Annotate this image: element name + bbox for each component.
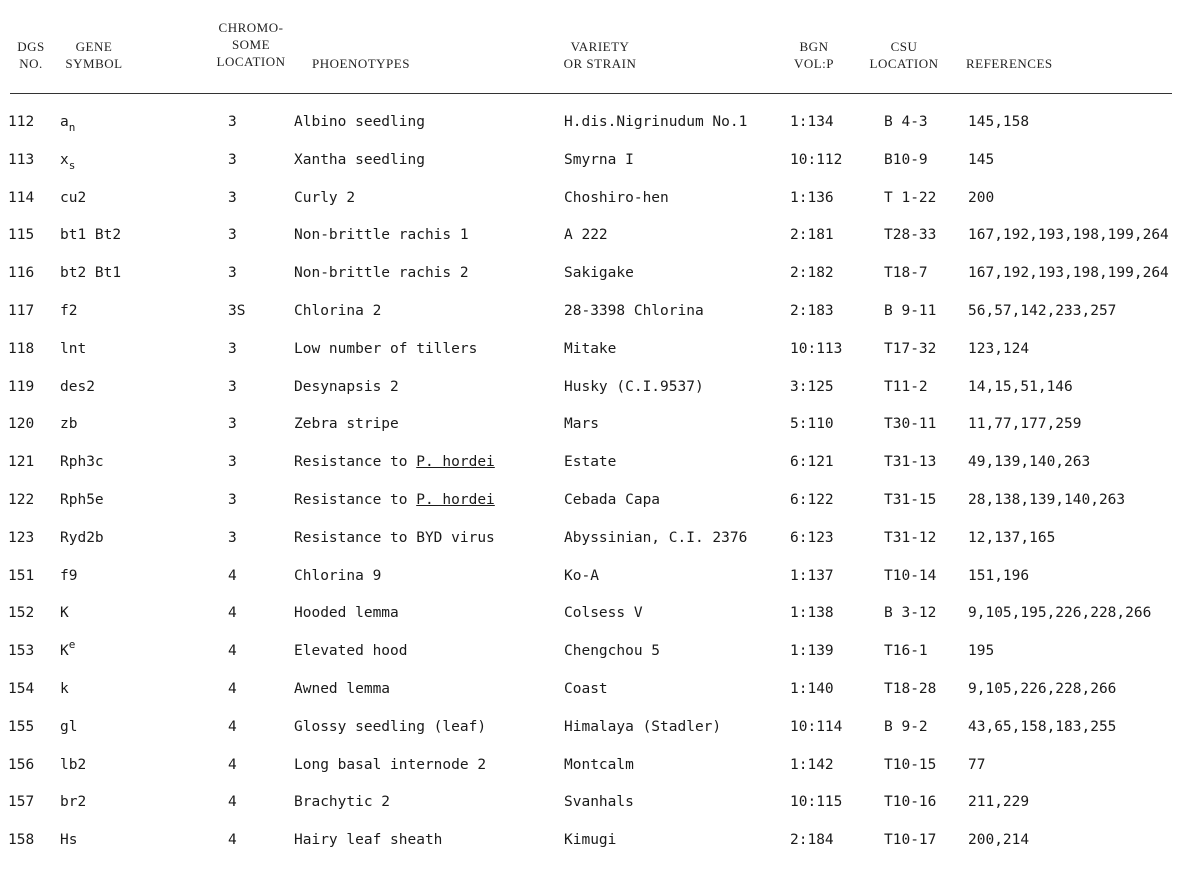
bgn-volume-page: 3:125	[790, 378, 834, 395]
phenotype	[294, 179, 355, 217]
dgs-number: 152	[8, 605, 35, 622]
csu-location: T 1-22	[884, 189, 937, 206]
table-row	[0, 557, 1200, 595]
gene-symbol	[60, 405, 77, 443]
bgn-volume-page: 6:122	[790, 492, 834, 508]
phenotype-text: Chlorina 9	[294, 567, 382, 584]
references: 200	[968, 189, 995, 206]
phenotype	[294, 708, 486, 746]
phenotype-text: Resistance to	[294, 492, 417, 508]
csu-location: T31-13	[884, 454, 937, 471]
header-phenotypes	[312, 55, 410, 72]
gene-symbol	[60, 708, 77, 746]
references: 167,192,193,198,199,264	[968, 227, 1169, 244]
gene-symbol-base: lb2	[60, 756, 87, 773]
table-row	[0, 519, 1200, 557]
header-gene-symbol-line2: SYMBOL	[65, 56, 123, 71]
chromosome-location: 4	[228, 794, 237, 811]
dgs-number: 157	[8, 794, 35, 811]
csu-location: T31-12	[884, 529, 937, 546]
bgn-volume-page: 1:139	[790, 643, 834, 660]
references: 167,192,193,198,199,264	[968, 265, 1169, 282]
csu-location: B 3-12	[884, 605, 937, 622]
chromosome-location: 4	[228, 718, 237, 735]
table-row	[0, 368, 1200, 406]
table-header	[0, 18, 1200, 78]
table-row	[0, 670, 1200, 708]
csu-location: T10-14	[884, 567, 937, 584]
header-dgs-no	[10, 38, 52, 72]
gene-symbol	[60, 519, 104, 557]
bgn-volume-page: 10:115	[790, 794, 843, 811]
gene-symbol-base: lnt	[60, 340, 87, 357]
chromosome-location: 3	[228, 492, 237, 508]
dgs-number: 153	[8, 643, 35, 660]
dgs-number: 121	[8, 454, 35, 471]
csu-location: T30-11	[884, 416, 937, 433]
phenotype	[294, 746, 486, 784]
gene-symbol	[60, 746, 86, 784]
chromosome-location: 4	[228, 756, 237, 773]
csu-location: T16-1	[884, 643, 928, 660]
bgn-volume-page: 10:112	[790, 151, 843, 168]
gene-symbol-base: gl	[60, 718, 78, 735]
phenotype	[294, 103, 425, 141]
chromosome-location: 3	[228, 378, 237, 395]
header-variety-or-strain	[552, 38, 648, 72]
gene-symbol-base: bt1 Bt2	[60, 227, 122, 244]
bgn-volume-page: 1:136	[790, 189, 834, 206]
dgs-number: 119	[8, 378, 35, 395]
dgs-number: 118	[8, 340, 35, 357]
gene-symbol	[60, 783, 86, 821]
phenotype	[294, 821, 442, 859]
gene-symbol-base: cu2	[60, 189, 87, 206]
gene-symbol	[60, 594, 69, 632]
references: 11,77,177,259	[968, 416, 1082, 433]
dgs-number: 112	[8, 114, 35, 130]
gene-symbol	[60, 670, 69, 708]
variety-or-strain: Kimugi	[564, 832, 617, 849]
phenotype-text: Resistance to	[294, 454, 417, 471]
gene-symbol	[60, 179, 86, 217]
chromosome-location: 4	[228, 681, 237, 697]
bgn-volume-page: 10:114	[790, 718, 843, 735]
variety-or-strain: Choshiro-hen	[564, 189, 669, 206]
bgn-volume-page: 1:137	[790, 567, 834, 584]
references: 123,124	[968, 340, 1030, 357]
references: 151,196	[968, 567, 1030, 584]
bgn-volume-page: 1:138	[790, 605, 834, 622]
csu-location: T10-16	[884, 794, 937, 811]
phenotype-text: Non-brittle rachis 2	[294, 265, 469, 282]
phenotype	[294, 330, 477, 368]
phenotype-text: Non-brittle rachis 1	[294, 227, 469, 244]
phenotype-text: Long basal internode 2	[294, 756, 487, 773]
chromosome-location: 3	[228, 114, 237, 130]
chromosome-location: 4	[228, 605, 237, 622]
phenotype-text: Resistance to BYD virus	[294, 529, 495, 546]
phenotype	[294, 141, 425, 179]
references: 145,158	[968, 114, 1030, 130]
gene-symbol	[60, 254, 121, 292]
references: 9,105,195,226,228,266	[968, 605, 1152, 622]
phenotype-text: Hooded lemma	[294, 605, 399, 622]
bgn-volume-page: 10:113	[790, 340, 843, 357]
references: 211,229	[968, 794, 1030, 811]
phenotype-text: Awned lemma	[294, 681, 391, 697]
gene-symbol	[60, 216, 121, 254]
phenotype-text: Hairy leaf sheath	[294, 832, 443, 849]
table-row	[0, 443, 1200, 481]
gene-symbol-base: zb	[60, 416, 78, 433]
variety-or-strain: H.dis.Nigrinudum No.1	[564, 114, 748, 130]
variety-or-strain: Coast	[564, 681, 608, 697]
bgn-volume-page: 1:134	[790, 114, 834, 130]
chromosome-location: 3	[228, 227, 237, 244]
phenotype-text: Desynapsis 2	[294, 378, 399, 395]
gene-symbol-base: k	[60, 681, 69, 697]
header-chromosome-line1: CHROMO-	[218, 20, 284, 35]
references: 77	[968, 756, 986, 773]
gene-symbol-base: a	[60, 114, 69, 130]
header-references	[966, 55, 1053, 72]
table-row	[0, 330, 1200, 368]
phenotype-text: Low number of tillers	[294, 340, 478, 357]
table-row	[0, 821, 1200, 859]
header-gene-symbol	[58, 38, 130, 72]
phenotype-text: Xantha seedling	[294, 151, 425, 168]
references: 145	[968, 151, 995, 168]
variety-or-strain: Estate	[564, 454, 617, 471]
phenotype	[294, 594, 399, 632]
dgs-number: 120	[8, 416, 35, 433]
variety-or-strain: Svanhals	[564, 794, 634, 811]
references: 12,137,165	[968, 529, 1056, 546]
header-references-line1: REFERENCES	[966, 56, 1053, 71]
table-row	[0, 783, 1200, 821]
header-bgn-vol	[782, 38, 846, 72]
gene-symbol	[60, 292, 77, 330]
bgn-volume-page: 1:140	[790, 681, 834, 697]
dgs-number: 154	[8, 681, 35, 697]
variety-or-strain: Mitake	[564, 340, 617, 357]
gene-symbol-subscript: n	[68, 121, 76, 134]
dgs-number: 151	[8, 567, 35, 584]
gene-symbol	[60, 557, 77, 595]
gene-symbol	[60, 481, 104, 519]
table-row	[0, 292, 1200, 330]
gene-symbol-base: Ryd2b	[60, 529, 104, 546]
gene-symbol-base: bt2 Bt1	[60, 265, 122, 282]
table-row	[0, 103, 1200, 141]
variety-or-strain: Himalaya (Stadler)	[564, 718, 722, 735]
chromosome-location: 3	[228, 416, 237, 433]
chromosome-location: 4	[228, 643, 237, 660]
csu-location: B 9-11	[884, 303, 937, 319]
header-chromosome-line2: SOME	[231, 37, 271, 52]
gene-symbol-base: K	[60, 605, 69, 622]
header-csu-location	[864, 38, 944, 72]
dgs-number: 155	[8, 718, 35, 735]
variety-or-strain: Smyrna I	[564, 151, 634, 168]
references: 28,138,139,140,263	[968, 492, 1126, 508]
variety-or-strain: Chengchou 5	[564, 643, 661, 660]
phenotype	[294, 481, 495, 519]
csu-location: T10-17	[884, 832, 937, 849]
phenotype	[294, 519, 495, 557]
header-divider	[10, 93, 1172, 94]
header-variety-line1: VARIETY	[570, 39, 630, 54]
dgs-number: 114	[8, 189, 35, 206]
gene-symbol-base: x	[60, 151, 69, 168]
phenotype	[294, 254, 469, 292]
variety-or-strain: Mars	[564, 416, 599, 433]
gene-symbol	[60, 141, 75, 180]
gene-symbol-base: Rph5e	[60, 492, 104, 508]
phenotype-text: Curly 2	[294, 189, 356, 206]
gene-symbol-base: f2	[60, 303, 78, 319]
chromosome-location: 4	[228, 567, 237, 584]
table-row	[0, 708, 1200, 746]
dgs-number: 113	[8, 151, 35, 168]
table-row	[0, 141, 1200, 179]
csu-location: B 9-2	[884, 718, 928, 735]
variety-or-strain: 28-3398 Chlorina	[564, 303, 704, 319]
phenotype	[294, 557, 381, 595]
variety-or-strain: Sakigake	[564, 265, 634, 282]
phenotype	[294, 405, 399, 443]
gene-symbol-base: br2	[60, 794, 87, 811]
gene-symbol-base: Hs	[60, 832, 78, 849]
dgs-number: 158	[8, 832, 35, 849]
csu-location: T10-15	[884, 756, 937, 773]
phenotype-text: Albino seedling	[294, 114, 425, 130]
phenotype	[294, 632, 408, 670]
dgs-number: 156	[8, 756, 35, 773]
dgs-number: 122	[8, 492, 35, 508]
phenotype	[294, 443, 495, 481]
gene-symbol-base: K	[60, 643, 69, 660]
table-row	[0, 216, 1200, 254]
table-row	[0, 179, 1200, 217]
csu-location: B10-9	[884, 151, 928, 168]
variety-or-strain: Ko-A	[564, 567, 599, 584]
dgs-number: 123	[8, 529, 35, 546]
header-csu-line2: LOCATION	[869, 56, 939, 71]
table-row	[0, 254, 1200, 292]
references: 200,214	[968, 832, 1030, 849]
phenotype-text: Zebra stripe	[294, 416, 399, 433]
csu-location: T28-33	[884, 227, 937, 244]
chromosome-location: 3	[228, 529, 237, 546]
header-dgs-no-line2: NO.	[19, 56, 43, 71]
csu-location: T17-32	[884, 340, 937, 357]
variety-or-strain: Montcalm	[564, 756, 634, 773]
gene-symbol	[60, 368, 95, 406]
chromosome-location: 4	[228, 832, 237, 849]
chromosome-location: 3	[228, 151, 237, 168]
phenotype-text: Glossy seedling (leaf)	[294, 718, 487, 735]
bgn-volume-page: 2:184	[790, 832, 834, 849]
bgn-volume-page: 2:182	[790, 265, 834, 282]
chromosome-location: 3	[228, 340, 237, 357]
gene-symbol-base: des2	[60, 378, 95, 395]
csu-location: T31-15	[884, 492, 937, 508]
csu-location: T11-2	[884, 378, 928, 395]
chromosome-location: 3	[228, 189, 237, 206]
csu-location: T18-7	[884, 265, 928, 282]
phenotype	[294, 368, 399, 406]
chromosome-location: 3S	[228, 303, 246, 319]
csu-location: B 4-3	[884, 114, 928, 130]
bgn-volume-page: 6:121	[790, 454, 834, 471]
references: 9,105,226,228,266	[968, 681, 1117, 697]
references: 49,139,140,263	[968, 454, 1091, 471]
gene-symbol-base: f9	[60, 567, 78, 584]
dgs-number: 116	[8, 265, 35, 282]
header-chromosome-location	[208, 19, 294, 70]
header-csu-line1: CSU	[890, 39, 918, 54]
pathogen-name: P. hordei	[416, 454, 495, 471]
header-bgn-vol-line2: VOL:P	[793, 56, 835, 71]
gene-symbol-superscript: e	[68, 638, 76, 652]
bgn-volume-page: 2:181	[790, 227, 834, 244]
variety-or-strain: Husky (C.I.9537)	[564, 378, 704, 395]
variety-or-strain: A 222	[564, 227, 608, 244]
gene-symbol	[60, 103, 75, 142]
table-row	[0, 632, 1200, 670]
table-row	[0, 746, 1200, 784]
phenotype	[294, 216, 469, 254]
references: 43,65,158,183,255	[968, 718, 1117, 735]
references: 14,15,51,146	[968, 378, 1073, 395]
phenotype	[294, 783, 390, 821]
header-chromosome-line3: LOCATION	[216, 54, 286, 69]
variety-or-strain: Abyssinian, C.I. 2376	[564, 529, 748, 546]
phenotype-text: Chlorina 2	[294, 303, 382, 319]
references: 56,57,142,233,257	[968, 303, 1117, 319]
gene-symbol	[60, 330, 86, 368]
bgn-volume-page: 2:183	[790, 303, 834, 319]
table-row	[0, 405, 1200, 443]
gene-symbol-subscript: s	[68, 158, 76, 172]
dgs-number: 115	[8, 227, 35, 244]
table-row	[0, 481, 1200, 519]
table-row	[0, 594, 1200, 632]
bgn-volume-page: 6:123	[790, 529, 834, 546]
header-variety-line2: OR STRAIN	[563, 56, 637, 71]
bgn-volume-page: 5:110	[790, 416, 834, 433]
gene-symbol	[60, 443, 104, 481]
dgs-number: 117	[8, 303, 35, 319]
variety-or-strain: Cebada Capa	[564, 492, 661, 508]
header-phenotypes-line1: PHOENOTYPES	[312, 56, 410, 71]
header-gene-symbol-line1: GENE	[75, 39, 113, 54]
header-dgs-no-line1: DGS	[17, 39, 45, 54]
gene-symbol	[60, 821, 77, 859]
references: 195	[968, 643, 995, 660]
phenotype	[294, 292, 381, 330]
pathogen-name: P. hordei	[416, 492, 495, 508]
variety-or-strain: Colsess V	[564, 605, 643, 622]
csu-location: T18-28	[884, 681, 937, 697]
chromosome-location: 3	[228, 454, 237, 471]
phenotype-text: Brachytic 2	[294, 794, 391, 811]
gene-symbol	[60, 632, 75, 671]
header-bgn-vol-line1: BGN	[799, 39, 829, 54]
bgn-volume-page: 1:142	[790, 756, 834, 773]
phenotype-text: Elevated hood	[294, 643, 408, 660]
chromosome-location: 3	[228, 265, 237, 282]
gene-symbol-base: Rph3c	[60, 454, 104, 471]
phenotype	[294, 670, 390, 708]
